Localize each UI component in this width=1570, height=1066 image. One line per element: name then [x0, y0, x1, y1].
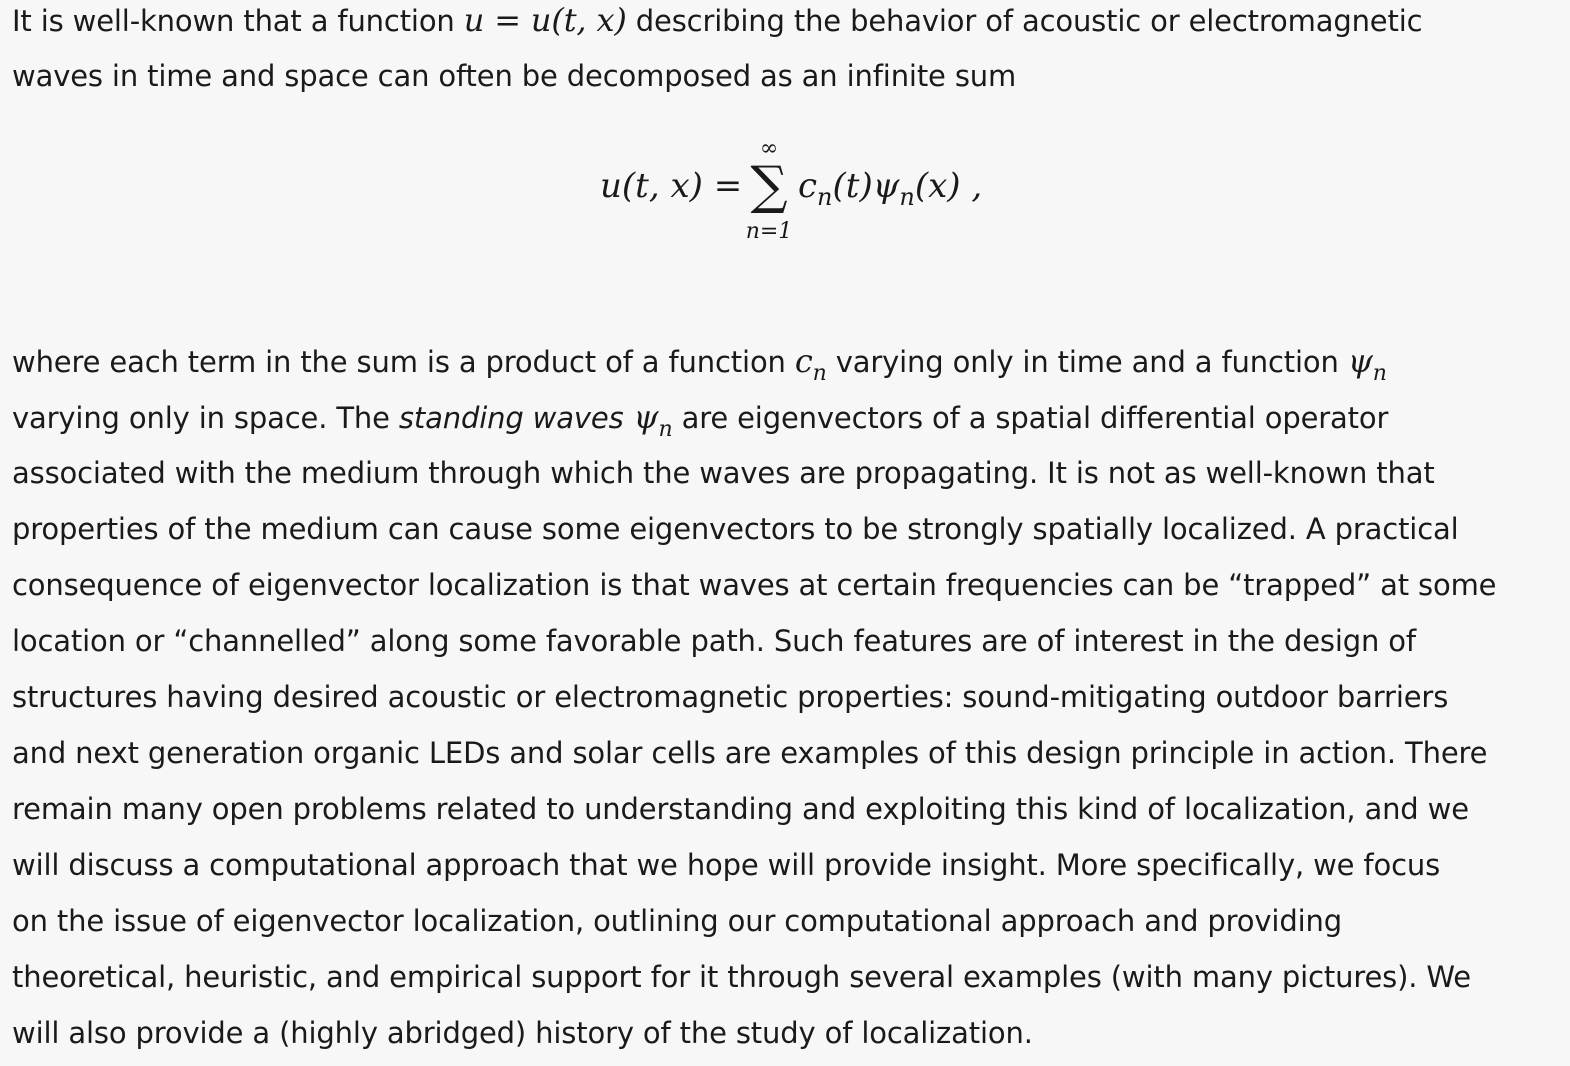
psi-symbol: ψ [872, 166, 900, 206]
body-line-7: structures having desired acoustic or electromagnetic properties: sound-mitigating outdoor barriers [12, 680, 1449, 714]
equation-lhs: u(t, x) = [600, 166, 743, 206]
body-line-4: properties of the medium can cause some eigenvectors to be strongly spatially localized. A practical [12, 512, 1459, 546]
intro-text: describing the behavior of acoustic or electromagnetic [626, 4, 1423, 38]
psi-subscript: n [899, 183, 915, 211]
math-subscript: n [1372, 361, 1387, 386]
intro-paragraph [12, 0, 1568, 104]
body-text: are eigenvectors of a spatial differential operator [672, 401, 1389, 435]
coef-subscript: n [817, 183, 833, 211]
body-line-11: on the issue of eigenvector localization, outlining our computational approach and providing [12, 904, 1342, 938]
coef-arg: (t) [832, 166, 873, 206]
body-line-9: remain many open problems related to understanding and exploiting this kind of localization, and we [12, 792, 1469, 826]
summation [744, 138, 794, 248]
sigma-symbol: ∑ [750, 156, 788, 216]
emphasis-text: standing waves [398, 401, 624, 435]
sum-lower-limit: n=1 [745, 219, 793, 244]
body-line-8: and next generation organic LEDs and solar cells are examples of this design principle in action. There [12, 736, 1488, 770]
math-subscript: n [658, 417, 673, 442]
coef-c: c [798, 166, 818, 206]
sum-upper-limit: ∞ [759, 136, 779, 161]
psi-arg: (x) , [914, 166, 983, 206]
display-equation [600, 138, 1000, 248]
body-line-3: associated with the medium through which the waves are propagating. It is not as well-known that [12, 456, 1435, 490]
intro-line-1 [12, 0, 1568, 48]
intro-line-2: waves in time and space can often be decomposed as an infinite sum [12, 59, 1017, 93]
body-text: varying only in time and a function [826, 345, 1348, 379]
intro-text: It is well-known that a function [12, 4, 464, 38]
inline-math-psi: ψ [1347, 342, 1373, 380]
body-paragraph [12, 333, 1568, 1061]
body-line-10: will discuss a computational approach that we hope will provide insight. More specifically, we focus [12, 848, 1441, 882]
body-line-12: theoretical, heuristic, and empirical support for it through several examples (with many pictures). We [12, 960, 1471, 994]
body-line-1 [12, 333, 1568, 389]
body-line-6: location or “channelled” along some favorable path. Such features are of interest in the design of [12, 624, 1416, 658]
inline-math-u: u = u(t, x) [463, 1, 627, 39]
body-text: varying only in space. The [12, 401, 399, 435]
inline-math-c: c [794, 342, 813, 380]
body-text: where each term in the sum is a product of a function [12, 345, 795, 379]
equation-rhs [798, 166, 983, 211]
body-line-13: will also provide a (highly abridged) history of the study of localization. [12, 1016, 1033, 1050]
math-subscript: n [812, 361, 827, 386]
body-line-2 [12, 389, 1568, 445]
body-line-5: consequence of eigenvector localization is that waves at certain frequencies can be “trapped” at some [12, 568, 1497, 602]
inline-math-psi: ψ [623, 398, 659, 436]
